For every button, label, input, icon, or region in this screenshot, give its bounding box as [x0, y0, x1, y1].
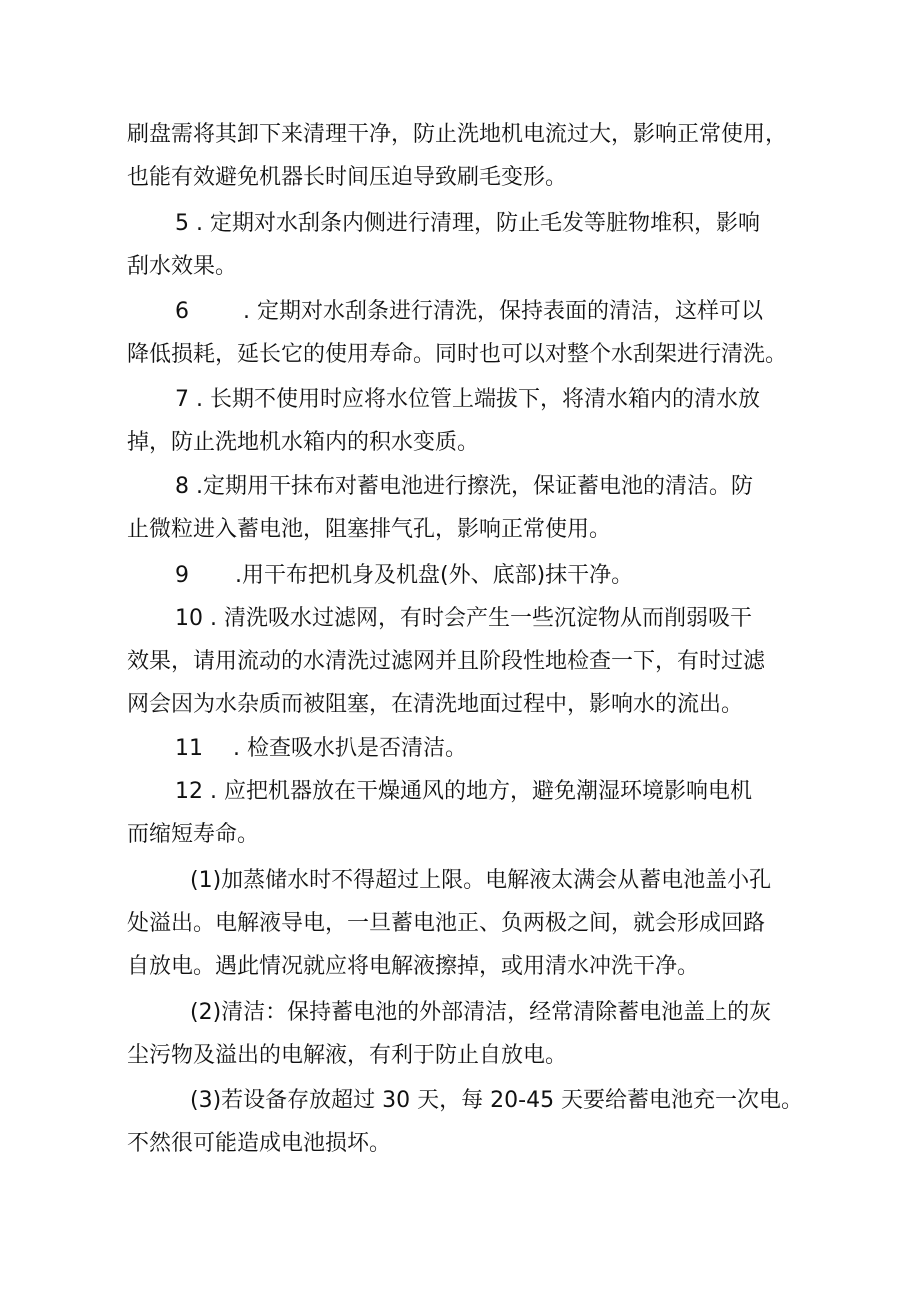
item-number: 10 — [175, 606, 203, 631]
paragraph-line: 止微粒进入蓄电池，阻塞排气孔，影响正常使用。 — [127, 517, 612, 542]
item-text: . 清洗吸水过滤网，有时会产生一些沉淀物从而削弱吸干 — [210, 606, 752, 631]
item-number: 5 — [175, 211, 189, 236]
item-text: .用干布把机身及机盘(外、底部)抹干净。 — [235, 563, 634, 588]
paragraph-line: 刮水效果。 — [127, 254, 238, 279]
paragraph-line: 而缩短寿命。 — [127, 822, 260, 847]
item-number: 9 — [175, 563, 189, 588]
item-text: . 定期对水刮条进行清洗，保持表面的清洁，这样可以 — [243, 299, 763, 324]
sub-item-2: (2)清洁：保持蓄电池的外部清洁，经常清除蓄电池盖上的灰 — [190, 1000, 772, 1025]
item-text: . 应把机器放在干燥通风的地方，避免潮湿环境影响电机 — [210, 779, 752, 804]
list-item-9 — [175, 561, 633, 591]
paragraph-line: 网会因为水杂质而被阻塞，在清洗地面过程中，影响水的流出。 — [127, 692, 744, 717]
paragraph-line: 掉，防止洗地机水箱内的积水变质。 — [127, 430, 480, 455]
item-text: . 检查吸水扒是否清洁。 — [233, 736, 467, 761]
item-number: 12 — [175, 779, 203, 804]
list-item-10 — [175, 604, 752, 634]
item-number: 11 — [175, 736, 203, 761]
item-number: 7 — [175, 387, 189, 412]
paragraph-line: 尘污物及溢出的电解液，有利于防止自放电。 — [127, 1043, 568, 1068]
sub-item-3: (3)若设备存放超过 30 天，每 20-45 天要给蓄电池充一次电。 — [190, 1088, 804, 1113]
list-item-7 — [175, 385, 760, 415]
paragraph-line: 处溢出。电解液导电，一旦蓄电池正、负两极之间，就会形成回路 — [127, 911, 766, 936]
paragraph-line: 刷盘需将其卸下来清理干净，防止洗地机电流过大，影响正常使用， — [127, 122, 788, 147]
paragraph-line: 效果，请用流动的水清洗过滤网并且阶段性地检查一下，有时过滤 — [127, 649, 766, 674]
item-number: 8 — [175, 474, 189, 499]
list-item-12 — [175, 777, 752, 807]
item-number: 6 — [175, 299, 189, 324]
item-text: .定期用干抹布对蓄电池进行擦洗，保证蓄电池的清洁。防 — [196, 474, 753, 499]
item-text: . 长期不使用时应将水位管上端拔下，将清水箱内的清水放 — [196, 387, 760, 412]
paragraph-line: 不然很可能造成电池损坏。 — [127, 1131, 392, 1156]
list-item-8 — [175, 472, 753, 502]
sub-item-1: (1)加蒸储水时不得超过上限。电解液太满会从蓄电池盖小孔 — [190, 868, 772, 893]
item-text: . 定期对水刮条内侧进行清理，防止毛发等脏物堆积，影响 — [196, 211, 760, 236]
paragraph-line: 降低损耗，延长它的使用寿命。同时也可以对整个水刮架进行清洗。 — [127, 342, 788, 367]
list-item-5 — [175, 209, 760, 239]
paragraph-line: 自放电。遇此情况就应将电解液擦掉，或用清水冲洗干净。 — [127, 954, 700, 979]
list-item-11 — [175, 734, 467, 764]
paragraph-line: 也能有效避免机器长时间压迫导致刷毛变形。 — [127, 165, 568, 190]
list-item-6 — [175, 297, 763, 327]
